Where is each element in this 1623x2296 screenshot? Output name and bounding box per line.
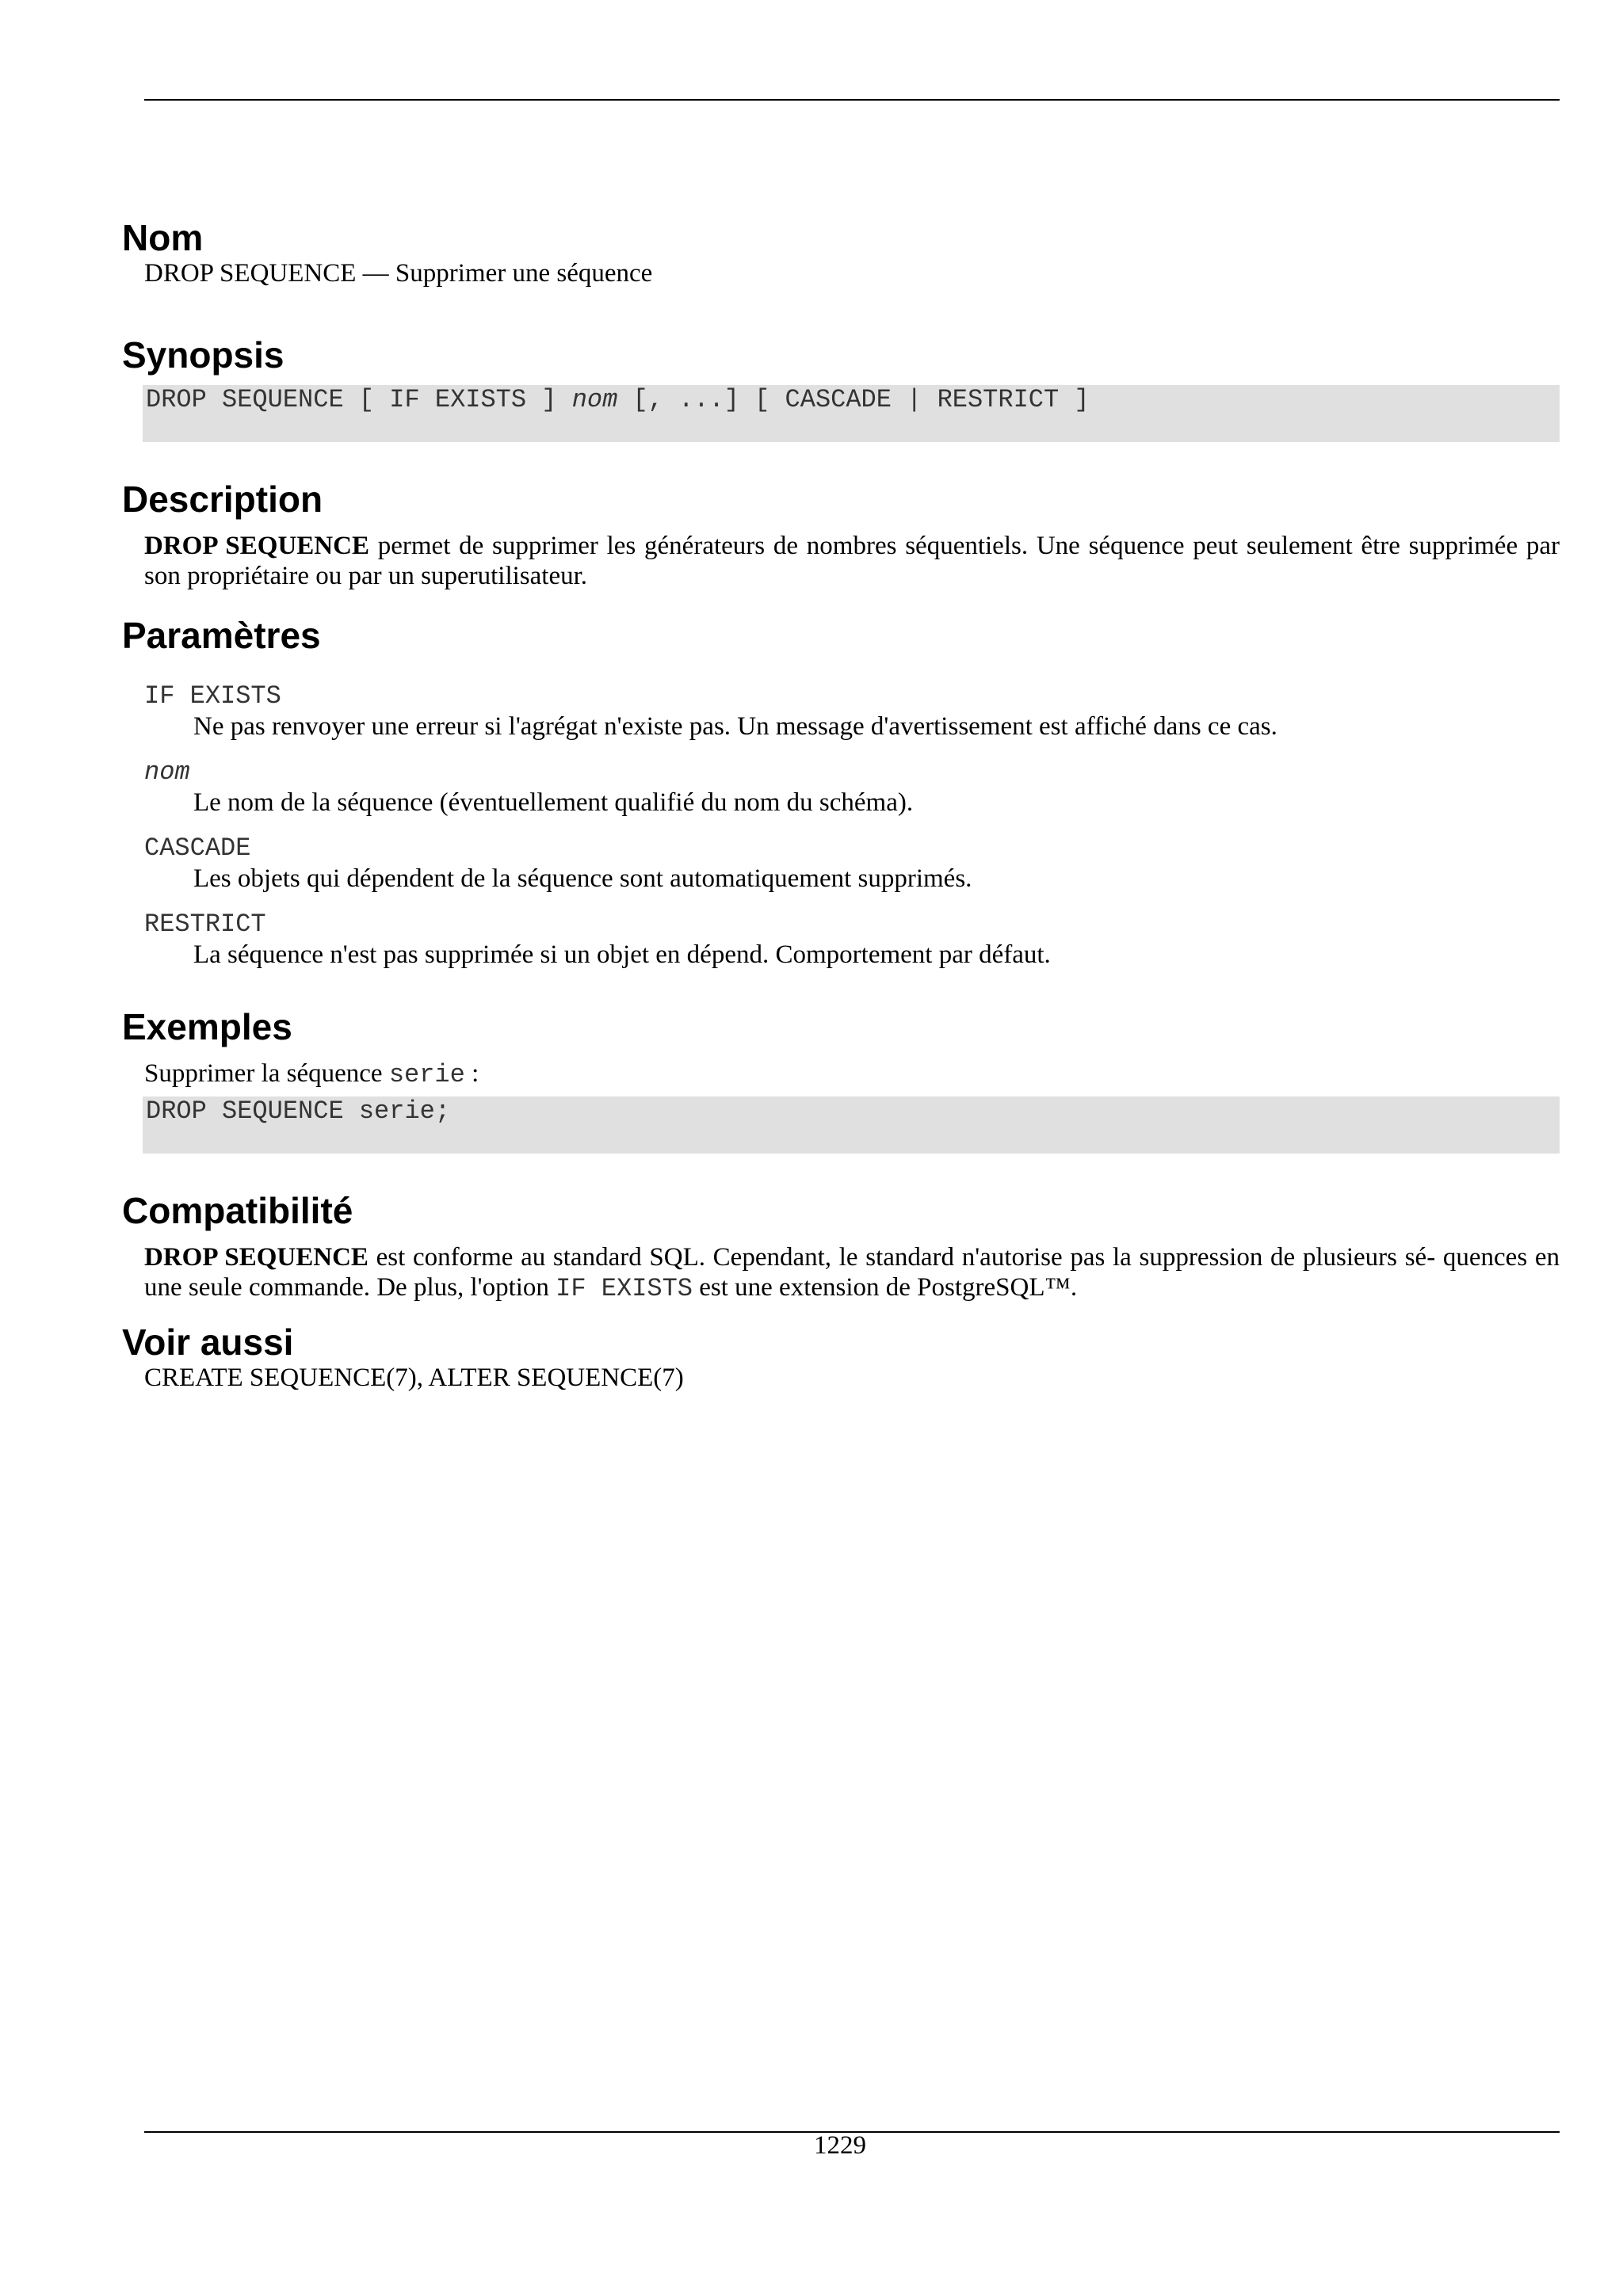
compatibilite-code: IF EXISTS <box>556 1274 693 1303</box>
description-text <box>144 531 1560 591</box>
section-heading-description: Description <box>122 479 323 520</box>
exemples-intro <box>144 1058 1560 1090</box>
compatibilite-command: DROP SEQUENCE <box>144 1243 369 1272</box>
parameter-term-restrict: RESTRICT <box>144 910 266 939</box>
section-heading-voir-aussi: Voir aussi <box>122 1322 294 1363</box>
parameter-term-nom: nom <box>144 757 190 787</box>
compatibilite-body-2: est une extension de PostgreSQL™. <box>693 1273 1078 1302</box>
section-heading-compatibilite: Compatibilité <box>122 1190 353 1231</box>
parameter-list <box>122 681 1560 970</box>
parameter-desc-if-exists: Ne pas renvoyer une erreur si l'agrégat n'existe pas. Un message d'avertissement est affiché dans ce cas. <box>193 712 1277 741</box>
section-heading-exemples: Exemples <box>122 1006 292 1047</box>
parameter-desc-cascade: Les objets qui dépendent de la séquence sont automatiquement supprimés. <box>193 864 972 893</box>
synopsis-code-block <box>143 385 1560 442</box>
description-command: DROP SEQUENCE <box>144 532 369 560</box>
parameter-desc-restrict: La séquence n'est pas supprimée si un objet en dépend. Comportement par défaut. <box>193 940 1051 969</box>
voir-aussi-text: CREATE SEQUENCE(7), ALTER SEQUENCE(7) <box>144 1363 684 1392</box>
parameter-desc-nom: Le nom de la séquence (éventuellement qualifié du nom du schéma). <box>193 788 914 817</box>
section-heading-synopsis: Synopsis <box>122 334 285 376</box>
page-number: 1229 <box>814 2131 866 2160</box>
synopsis-code-part1: DROP SEQUENCE [ IF EXISTS ] <box>146 385 572 414</box>
exemples-intro-text: Supprimer la séquence <box>144 1059 389 1088</box>
section-heading-nom: Nom <box>122 217 204 258</box>
parameter-item <box>122 833 1560 894</box>
exemples-intro-end: : <box>464 1059 479 1088</box>
synopsis-code-part2: [, ...] [ CASCADE | RESTRICT ] <box>617 385 1090 414</box>
compatibilite-body-1: est conforme au standard SQL. Cependant, le standard n'autorise pas la suppression de plusieurs sé- quences en une seule commande. De plus, l'option <box>144 1243 1560 1302</box>
parameter-item <box>122 910 1560 970</box>
compatibilite-text <box>144 1242 1560 1304</box>
parameter-item <box>122 681 1560 742</box>
section-heading-parametres: Paramètres <box>122 615 321 656</box>
exemples-code-block: DROP SEQUENCE serie; <box>143 1097 1560 1154</box>
parameter-item <box>122 757 1560 818</box>
synopsis-code-param: nom <box>571 385 618 414</box>
description-body: permet de supprimer les générateurs de nombres séquentiels. Une séquence peut seulement être supprimée par son propriétaire ou par un superutilisateur. <box>144 532 1560 590</box>
page-content <box>122 217 1560 1393</box>
nom-text: DROP SEQUENCE — Supprimer une séquence <box>144 259 653 288</box>
parameter-term-cascade: CASCADE <box>144 833 251 863</box>
parameter-term-if-exists: IF EXISTS <box>144 681 281 711</box>
header-rule <box>144 99 1560 101</box>
exemples-intro-code: serie <box>388 1060 465 1089</box>
